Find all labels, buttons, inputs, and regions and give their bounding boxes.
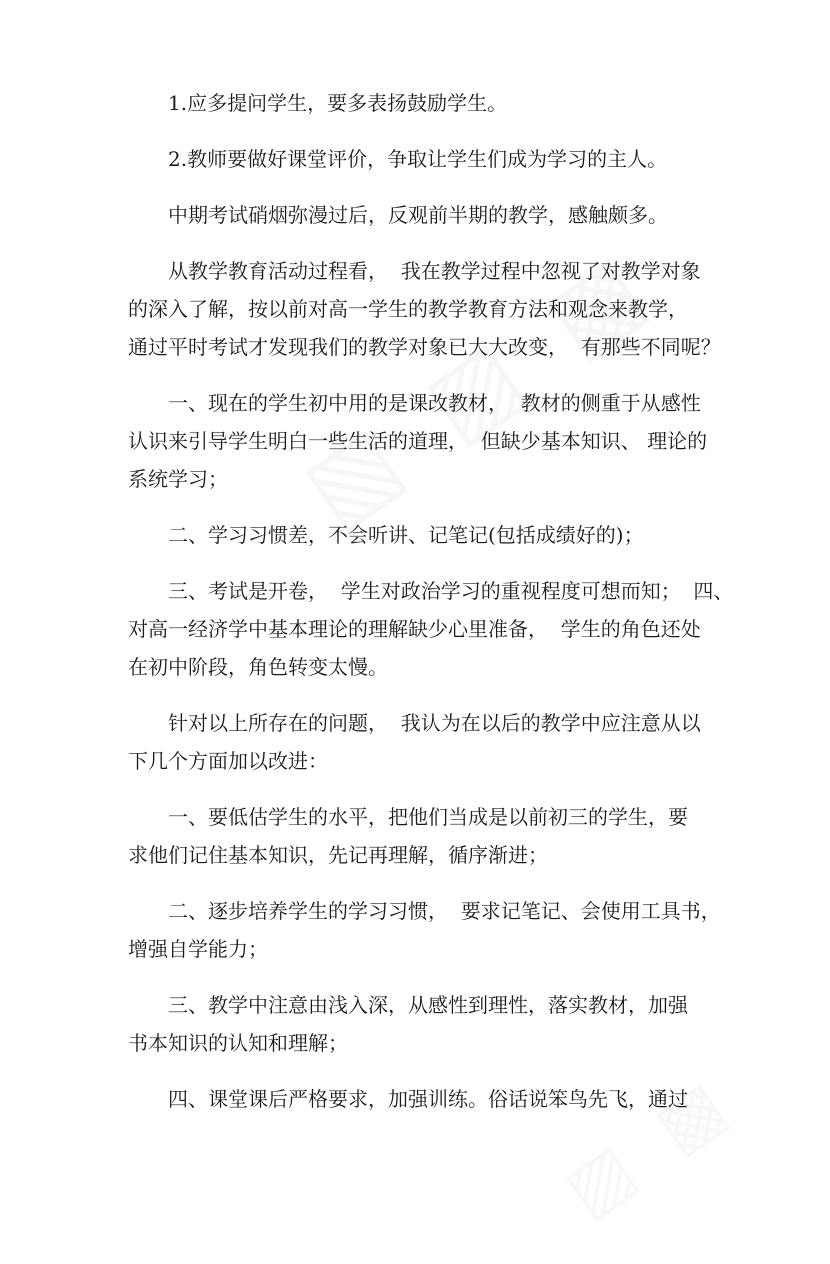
paragraph-p5 xyxy=(128,384,718,498)
paragraph-line: 1.应多提问学生，要多表扬鼓励学生。 xyxy=(168,91,508,115)
paragraph-p8 xyxy=(128,704,718,780)
paragraph-line: 的深入了解，按以前对高一学生的教学教育方法和观念来教学， xyxy=(128,297,688,321)
paragraph-line: 从教学教育活动过程看， 我在教学过程中忽视了对教学对象 xyxy=(168,259,701,283)
paragraph-p4 xyxy=(128,252,721,366)
paragraph-p9 xyxy=(128,798,718,874)
paragraph-line: 增强自学能力； xyxy=(128,937,268,961)
paragraph-p10 xyxy=(128,892,721,968)
paragraph-p12 xyxy=(128,1080,718,1118)
paragraph-p1 xyxy=(128,84,718,122)
paragraph-line: 认识来引导学生明白一些生活的道理， 但缺少基本知识、 理论的 xyxy=(128,429,708,453)
paragraph-line: 在初中阶段，角色转变太慢。 xyxy=(128,655,388,679)
paragraph-line: 对高一经济学中基本理论的理解缺少心里准备， 学生的角色还处 xyxy=(128,617,701,641)
paragraph-p6 xyxy=(128,516,718,554)
paragraph-p11 xyxy=(128,986,718,1062)
paragraph-line: 三、教学中注意由浅入深，从感性到理性，落实教材，加强 xyxy=(168,993,688,1017)
document-body xyxy=(128,84,734,1118)
paragraph-line: 中期考试硝烟弥漫过后，反观前半期的教学，感触颇多。 xyxy=(168,203,668,227)
paragraph-p3 xyxy=(128,196,718,234)
paragraph-line: 书本知识的认知和理解； xyxy=(128,1031,348,1055)
paragraph-line: 下几个方面加以改进： xyxy=(128,749,328,773)
paragraph-line: 三、考试是开卷， 学生对政治学习的重视程度可想而知； 四、 xyxy=(168,579,734,603)
paragraph-line: 二、逐步培养学生的学习习惯， 要求记笔记、会使用工具书， xyxy=(168,899,721,923)
paragraph-line: 二、学习习惯差，不会听讲、记笔记(包括成绩好的)； xyxy=(168,523,644,547)
paragraph-p7 xyxy=(128,572,734,686)
paragraph-line: 系统学习； xyxy=(128,467,228,491)
paragraph-line: 针对以上所存在的问题， 我认为在以后的教学中应注意从以 xyxy=(168,711,701,735)
paragraph-line: 一、要低估学生的水平，把他们当成是以前初三的学生，要 xyxy=(168,805,688,829)
paragraph-line: 2.教师要做好课堂评价，争取让学生们成为学习的主人。 xyxy=(168,147,668,171)
paragraph-line: 通过平时考试才发现我们的教学对象已大大改变， 有那些不同呢？ xyxy=(128,335,721,359)
paragraph-p2 xyxy=(128,140,718,178)
paragraph-line: 四、课堂课后严格要求，加强训练。俗话说笨鸟先飞，通过 xyxy=(168,1087,688,1111)
paragraph-line: 求他们记住基本知识，先记再理解，循序渐进； xyxy=(128,843,548,867)
paragraph-line: 一、现在的学生初中用的是课改教材， 教材的侧重于从感性 xyxy=(168,391,701,415)
